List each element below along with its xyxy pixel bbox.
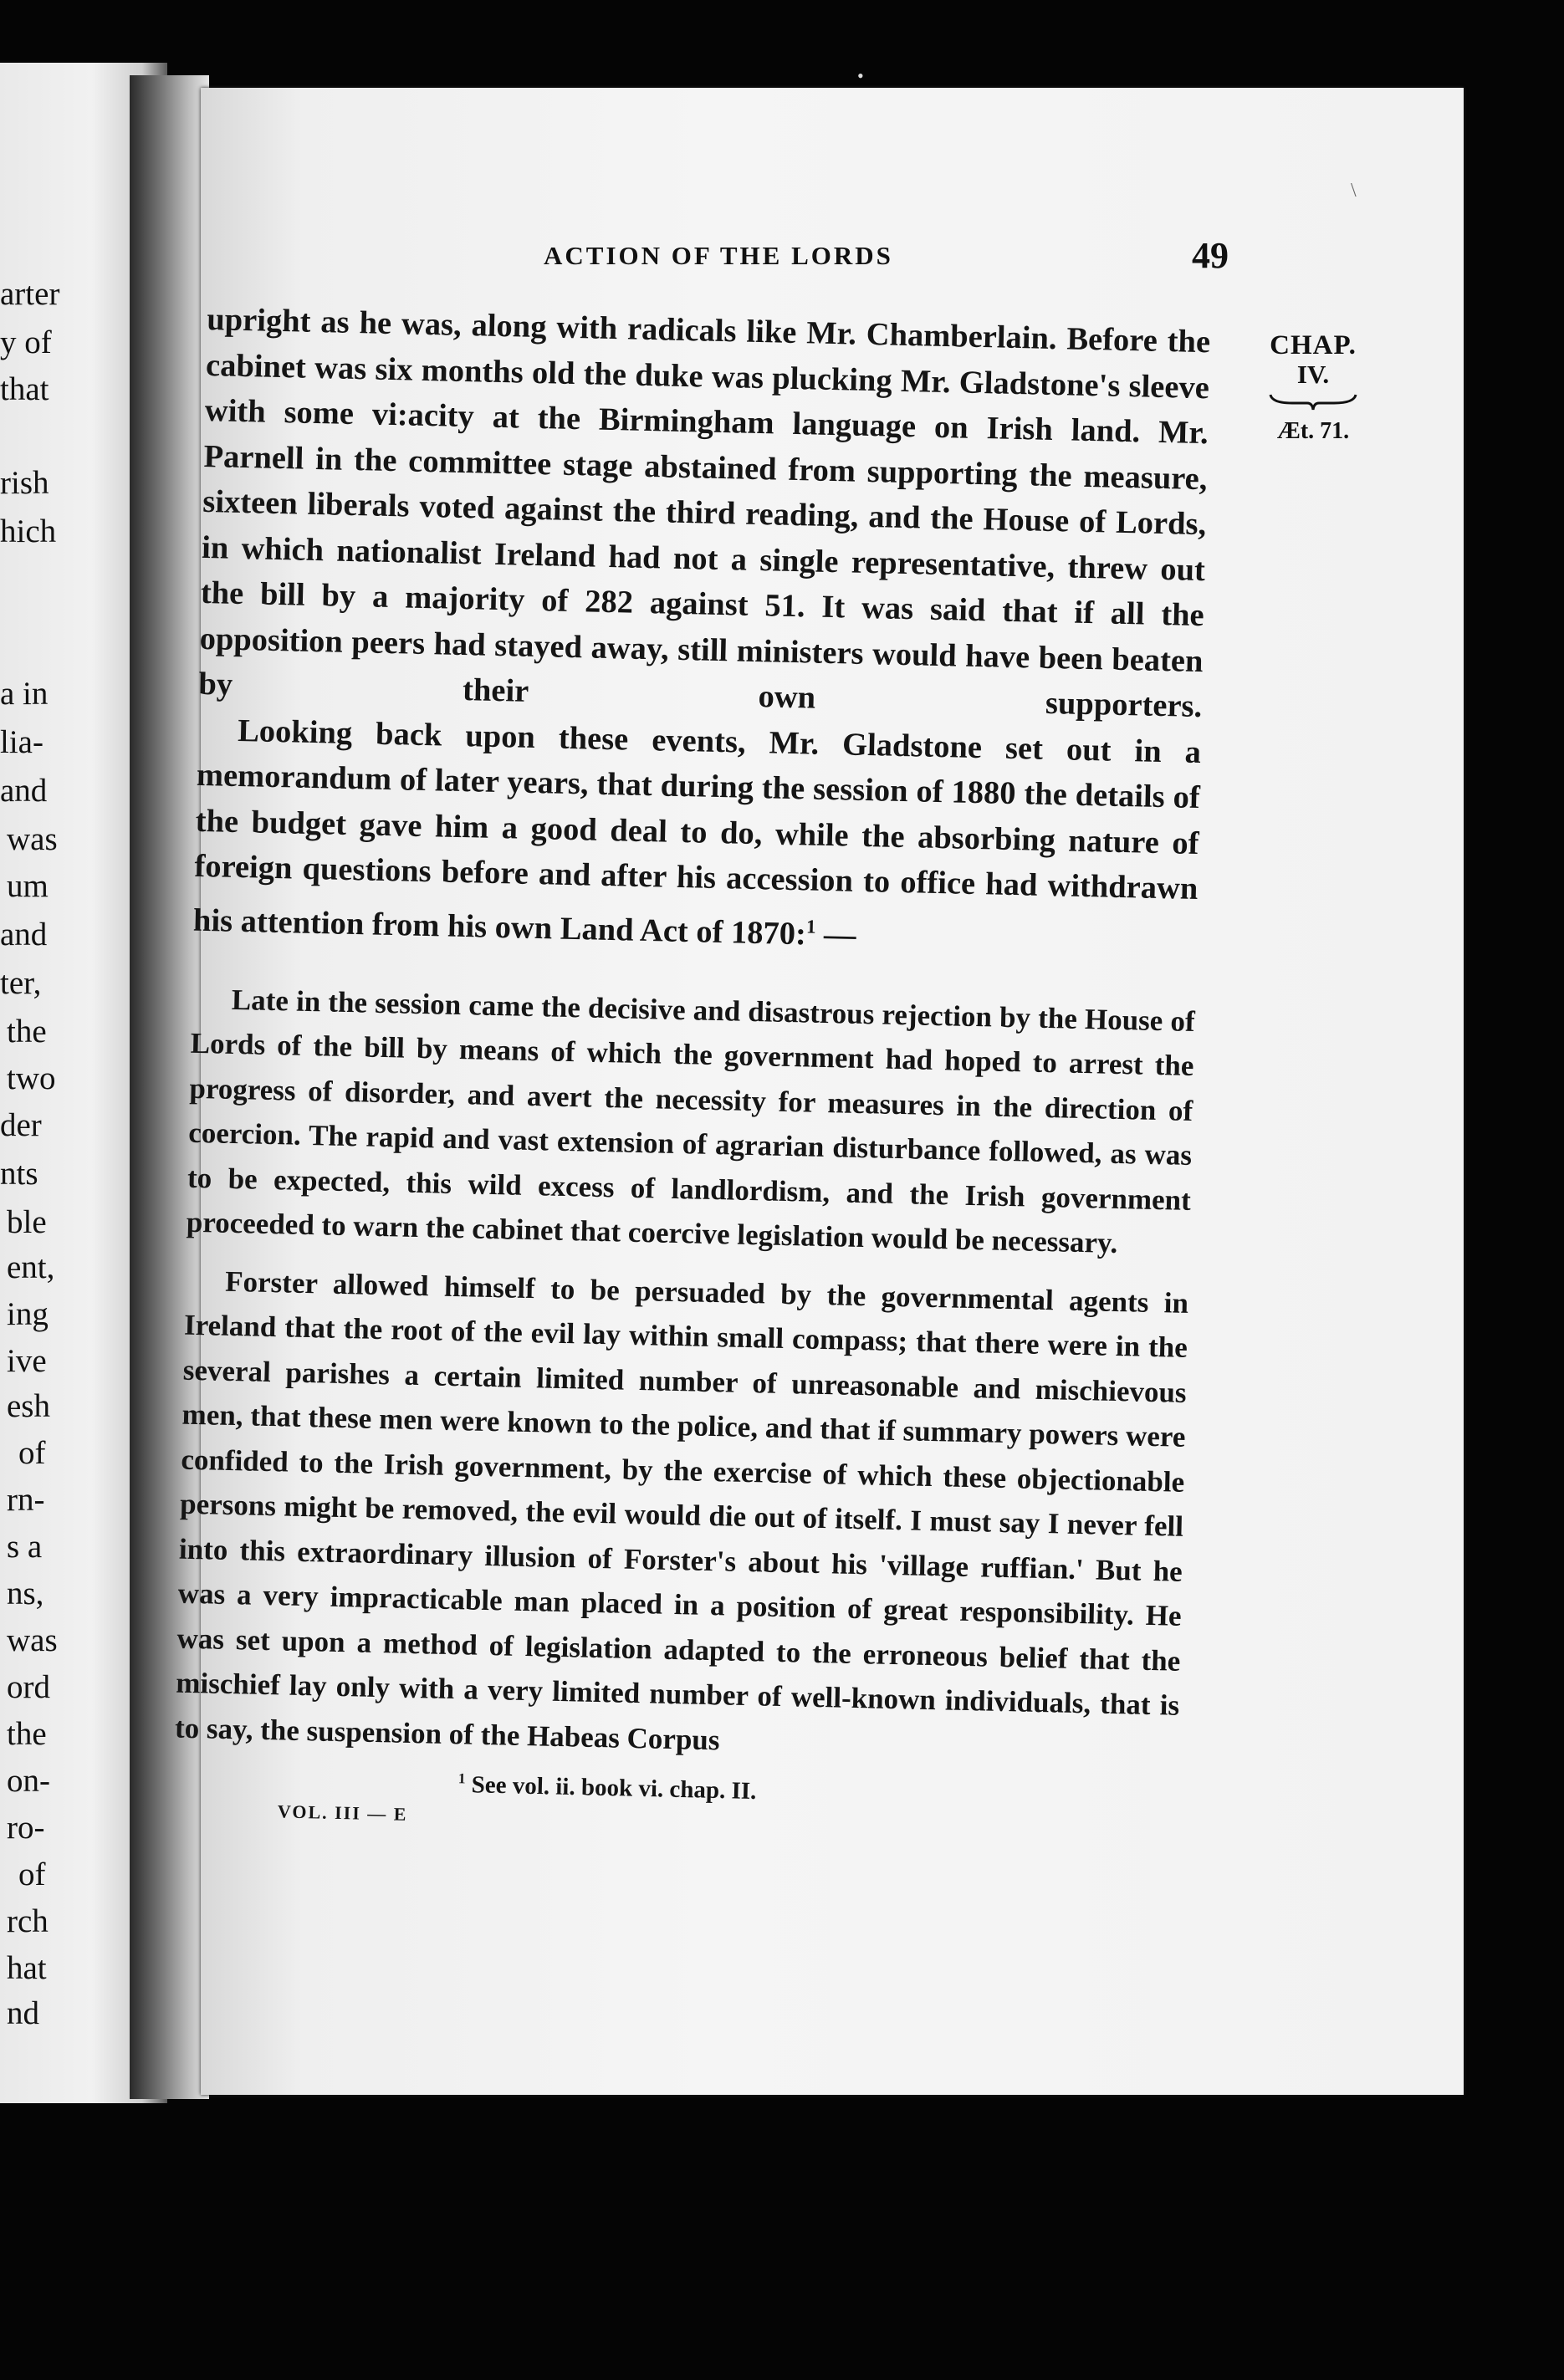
left-page-fragment: hich <box>0 513 57 549</box>
left-page-fragment: ns, <box>7 1576 44 1611</box>
left-page-fragment: was <box>7 1622 58 1658</box>
left-page-fragment: the <box>7 1014 47 1050</box>
left-page-fragment: ing <box>7 1296 49 1332</box>
left-page-fragment: um <box>7 868 49 904</box>
left-page-fragment: s a <box>7 1529 43 1565</box>
footnote-marker: 1 <box>457 1770 466 1787</box>
running-head: ACTION OF THE LORDS <box>544 241 893 270</box>
signature-mark: VOL. III — E <box>277 1800 408 1825</box>
left-page-fragment: nts <box>0 1156 38 1192</box>
left-page-fragment: rish <box>0 465 49 501</box>
brace-icon <box>1267 391 1359 413</box>
left-page-fragment: a in <box>0 676 49 712</box>
left-page-fragment: arter <box>0 276 60 312</box>
left-page-fragment: of <box>18 1857 46 1892</box>
left-page-fragment: ter, <box>0 965 42 1001</box>
left-page-fragment: and <box>0 773 48 809</box>
footnote-text: See vol. ii. book vi. chap. II. <box>465 1771 757 1805</box>
left-page-fragment: the <box>7 1716 47 1752</box>
margin-sidenote <box>1255 330 1372 445</box>
quote-paragraph-1: Late in the session came the decisive and disastrous rejection by the House of Lords of the bill by means of which the government had hoped to arrest the progress of disorder, and avert the necessity for measures in the direction of coercion. The rapid and vast extension of agrarian disturbance followed, as was to be expected, this wild excess of landlordism, and the Irish government proceeded to warn the cabinet that coercive legislation would be necessary. <box>186 983 1196 1260</box>
left-page-fragment: rch <box>7 1903 49 1939</box>
sidenote-age: Æt. 71. <box>1276 418 1350 444</box>
quote-paragraph-2: Forster allowed himself to be persuaded by the governmental agents in Ireland that the root of the evil lay within small compass; that there were in the several parishes a certain limited number of unreasonable and mischievous men, that these men were known to the police, and that if summary powers were confided to the Irish government, by the exercise of which these objectionable persons might be removed, the evil would die out of itself. I must say I never fell into this extraordinary illusion of Forster's about his 'village ruffian.' But he was a very impracticable man placed in a position of great responsibility. He was set upon a method of legislation adapted to the erroneous belief that the mischief lay only with a very limited number of well-known individuals, that is to say, the suspension of the Habeas Corpus <box>174 1264 1189 1757</box>
left-page-fragment: of <box>18 1435 46 1471</box>
footnote-reference: 1 <box>805 914 816 937</box>
left-page-fragment: ro- <box>7 1810 45 1846</box>
speck-mark: • <box>857 65 864 86</box>
sidenote-chapter-number: IV. <box>1296 360 1330 389</box>
pencil-tick-mark: \ <box>1351 180 1357 202</box>
left-page-fragment: that <box>0 371 49 407</box>
paragraph-2 <box>192 707 1201 965</box>
left-page-fragment: and <box>0 917 48 953</box>
left-page-fragment: was <box>7 821 58 857</box>
left-page-fragment: ble <box>7 1204 47 1240</box>
left-page-fragment: der <box>0 1107 42 1143</box>
page-number: 49 <box>1192 235 1229 276</box>
left-page-fragment: on- <box>7 1763 50 1799</box>
left-page-fragment: rn- <box>7 1482 45 1518</box>
left-page-fragment: esh <box>7 1388 50 1424</box>
left-page-fragment: ive <box>7 1343 47 1379</box>
page-header <box>0 235 1564 276</box>
left-page-fragment: ent, <box>7 1249 55 1285</box>
paragraph-2-text: Looking back upon these events, Mr. Gladstone set out in a memorandum of later years, that during the session of 1880 the details of the budget gave him a good deal to do, while the absorbing nature of foreign questions before and after his accession to office had withdrawn his attention from his own Land Act of 1870: <box>192 712 1202 952</box>
left-page-fragment: y of <box>0 324 52 360</box>
paragraph-1: upright as he was, along with radicals like Mr. Chamberlain. Before the cabinet was six months old the duke was plucking Mr. Gladstone's sleeve with some vi:acity at the Birmingham language on Irish land. Mr. Parnell in the committee stage abstained from supporting the measure, sixteen liberals voted against the third reading, and the House of Lords, in which nationalist Ireland had not a single representative, threw out the bill by a majority of 282 against 51. It was said that if all the opposition peers had stayed away, still ministers would have been beaten by their own supporters. <box>198 301 1211 725</box>
sidenote-chapter: CHAP. <box>1270 330 1357 360</box>
left-page-fragment: lia- <box>0 724 43 760</box>
left-page-fragment: ord <box>7 1669 50 1705</box>
main-text-block <box>173 297 1211 1843</box>
paragraph-2-tail: — <box>815 917 857 953</box>
left-page-fragment: nd <box>7 1995 39 2031</box>
left-page-fragment: two <box>7 1060 56 1096</box>
left-page-fragment: hat <box>7 1950 47 1986</box>
